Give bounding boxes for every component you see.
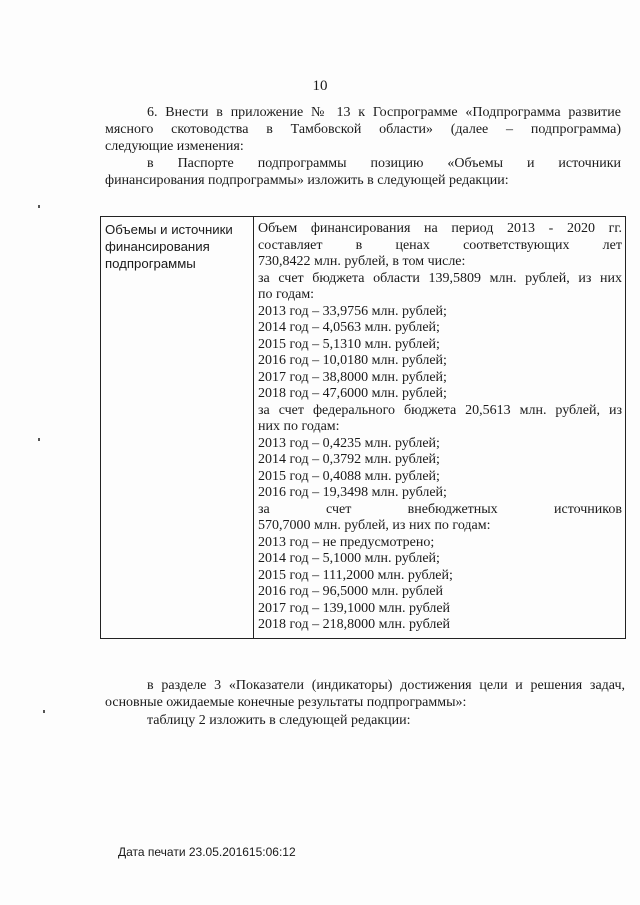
value-line: Объем финансирования на период 2013 - 2020 гг. <box>258 221 622 236</box>
year-line: 2013 год – не предусмотрено; <box>258 534 435 550</box>
year-line: 2013 год – 0,4235 млн. рублей; <box>258 435 440 451</box>
intro-line-5: финансирования подпрограммы» изложить в следующей редакции: <box>105 173 509 188</box>
scan-mark <box>38 438 40 441</box>
year-line: 2018 год – 218,8000 млн. рублей <box>258 617 451 632</box>
year-line: 2014 год – 0,3792 млн. рублей; <box>258 452 440 467</box>
year-line: 2017 год – 38,8000 млн. рублей; <box>258 369 447 385</box>
year-line: 2013 год – 33,9756 млн. рублей; <box>258 303 447 319</box>
after-line-2: основные ожидаемые конечные результаты подпрограммы»: <box>105 695 467 710</box>
table-row <box>101 217 626 639</box>
value-line: составляет в ценах соответствующих лет <box>258 237 622 253</box>
print-date: Дата печати 23.05.201615:06:12 <box>118 845 296 859</box>
after-line-3: таблицу 2 изложить в следующей редакции: <box>147 713 411 728</box>
year-line: 2015 год – 111,2000 млн. рублей; <box>258 567 453 583</box>
value-line: за счет бюджета области 139,5809 млн. рублей, из них <box>258 270 622 286</box>
page-number: 10 <box>312 78 328 94</box>
year-line: 2015 год – 0,4088 млн. рублей; <box>258 468 440 484</box>
scan-mark <box>38 205 40 208</box>
financing-table <box>100 216 626 639</box>
intro-line-4: в Паспорте подпрограммы позицию «Объемы и источники <box>147 156 621 171</box>
year-line: 2018 год – 47,6000 млн. рублей; <box>258 386 447 401</box>
value-line: 730,8422 млн. рублей, в том числе: <box>258 254 466 269</box>
row-value <box>254 217 626 639</box>
intro-line-2: мясного скотоводства в Тамбовской области» (далее – подпрограмма) <box>105 122 621 137</box>
year-line: 2017 год – 139,1000 млн. рублей <box>258 600 451 616</box>
value-line: них по годам: <box>258 419 340 434</box>
year-line: 2016 год – 96,5000 млн. рублей <box>258 584 444 599</box>
row-label: Объемы и источники финансирования подпрограммы <box>101 217 254 639</box>
value-line: за счет внебюджетных источников <box>258 501 622 517</box>
year-line: 2014 год – 5,1000 млн. рублей; <box>258 551 440 566</box>
after-line-1: в разделе 3 «Показатели (индикаторы) достижения цели и решения задач, <box>147 678 625 693</box>
value-line: за счет федерального бюджета 20,5613 млн. рублей, из <box>258 402 622 418</box>
year-line: 2016 год – 10,0180 млн. рублей; <box>258 353 447 368</box>
year-line: 2015 год – 5,1310 млн. рублей; <box>258 336 440 352</box>
intro-line-1: 6. Внести в приложение № 13 к Госпрограмме «Подпрограмма развитие <box>147 105 621 120</box>
value-line: по годам: <box>258 287 315 302</box>
year-line: 2014 год – 4,0563 млн. рублей; <box>258 320 440 335</box>
intro-line-3: следующие изменения: <box>105 139 244 154</box>
year-line: 2016 год – 19,3498 млн. рублей; <box>258 485 447 500</box>
scan-mark <box>43 710 45 713</box>
value-line: 570,7000 млн. рублей, из них по годам: <box>258 518 491 533</box>
